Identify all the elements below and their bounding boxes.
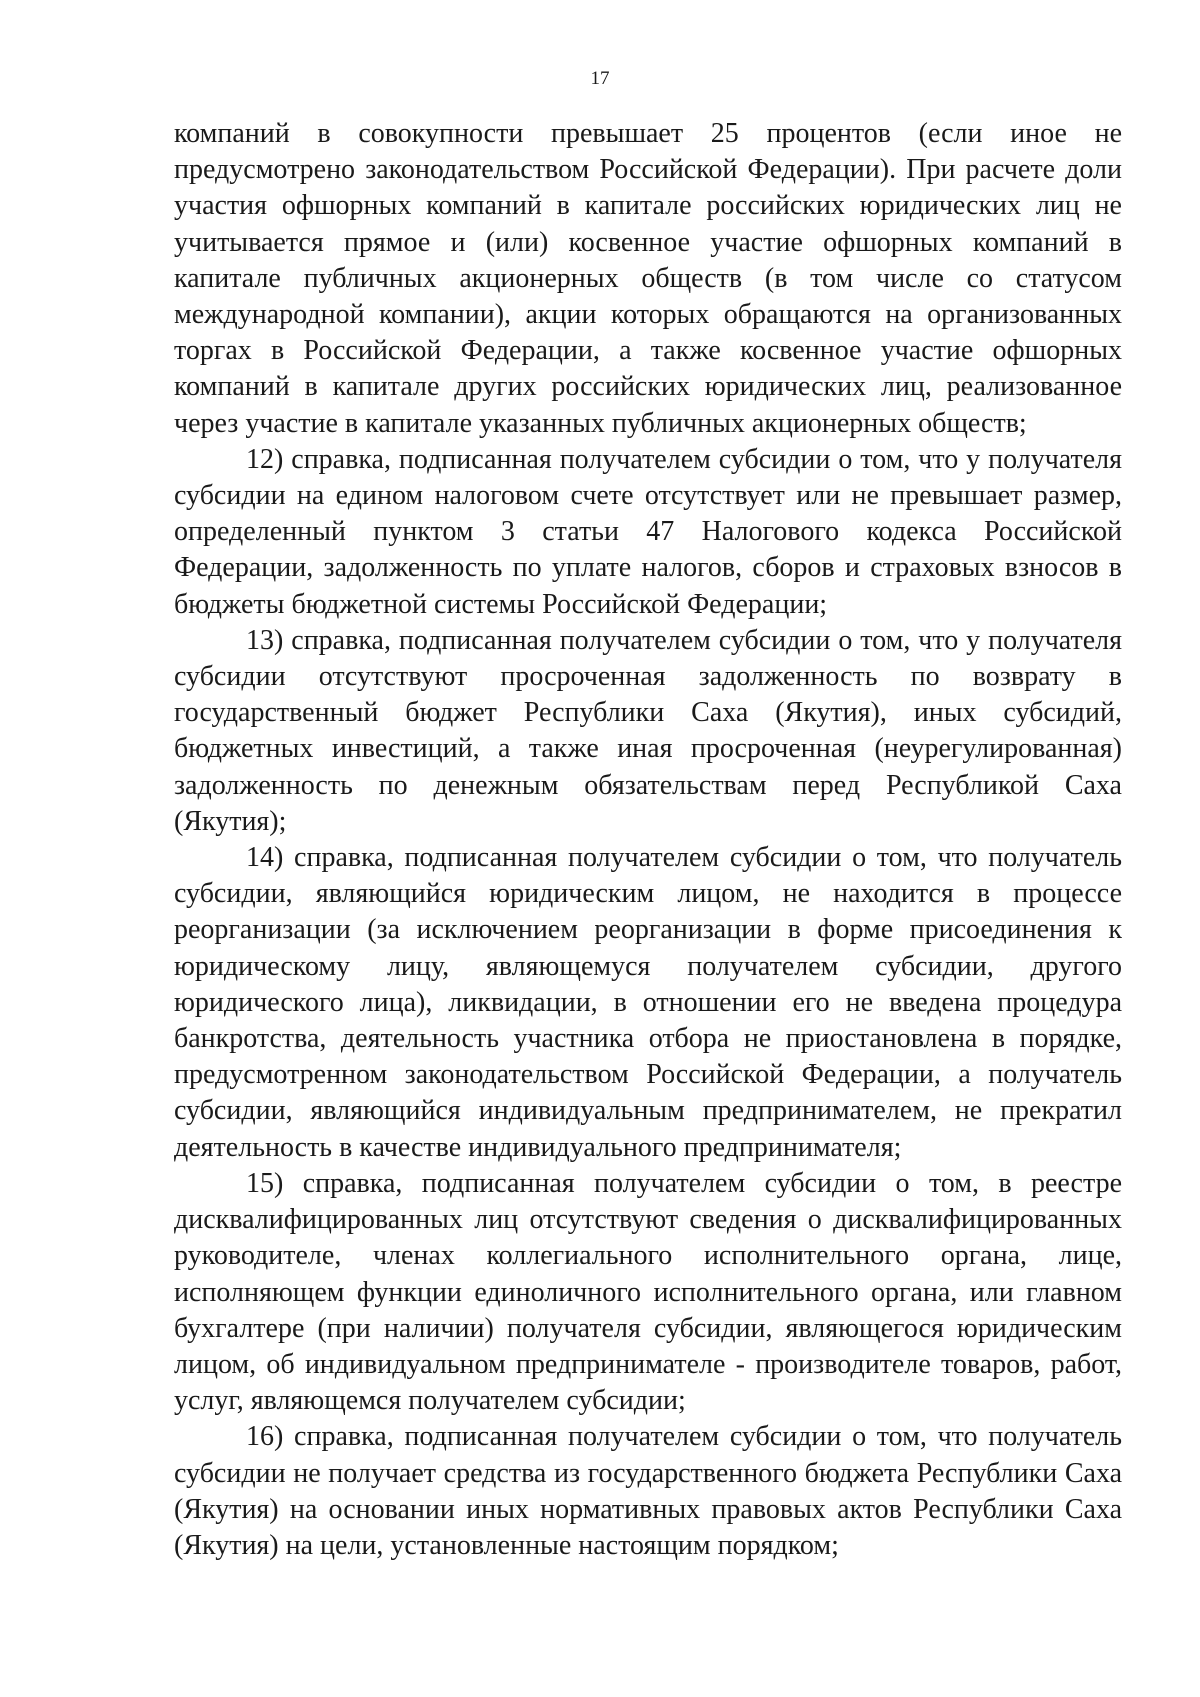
paragraph-item-13: 13) справка, подписанная получателем субсидии о том, что у получателя субсидии отсутствуют просроченная задолженность по возврату в государственный бюджет Республики Саха (Якутия), иных субсидий, бюджетных инвестиций, а также иная просроченная (неурегулированная) задолженность по денежным обязательствам перед Республикой Саха (Якутия);: [174, 624, 1122, 837]
paragraph-item-12: 12) справка, подписанная получателем субсидии о том, что у получателя субсидии на едином налоговом счете отсутствует или не превышает размер, определенный пунктом 3 статьи 47 Налогового кодекса Российской Федерации, задолженность по уплате налогов, сборов и страховых взносов в бюджеты бюджетной системы Российской Федерации;: [174, 443, 1122, 620]
page-number: 17: [590, 68, 610, 89]
document-body: [174, 116, 1122, 1564]
paragraph-item-16: 16) справка, подписанная получателем субсидии о том, что получатель субсидии не получает средства из государственного бюджета Республики Саха (Якутия) на основании иных нормативных правовых актов Республики Саха (Якутия) на цели, установленные настоящим порядком;: [174, 1421, 1122, 1561]
paragraph-item-14: 14) справка, подписанная получателем субсидии о том, что получатель субсидии, являющийся юридическим лицом, не находится в процессе реорганизации (за исключением реорганизации в форме присоединения к юридическому лицу, являющемуся получателем субсидии, другого юридического лица), ликвидации, в отношении его не введена процедура банкротства, деятельность участника отбора не приостановлена в порядке, предусмотренном законодательством Российской Федерации, а получатель субсидии, являющийся индивидуальным предпринимателем, не прекратил деятельность в качестве индивидуального предпринимателя;: [174, 842, 1122, 1163]
paragraph-continuation: компаний в совокупности превышает 25 процентов (если иное не предусмотрено законодательством Российской Федерации). При расчете доли участия офшорных компаний в капитале российских юридических лиц не учитывается прямое и (или) косвенное участие офшорных компаний в капитале публичных акционерных обществ (в том числе со статусом международной компании), акции которых обращаются на организованных торгах в Российской Федерации, а также косвенное участие офшорных компаний в капитале других российских юридических лиц, реализованное через участие в капитале указанных публичных акционерных обществ;: [174, 118, 1122, 439]
paragraph-item-15: 15) справка, подписанная получателем субсидии о том, в реестре дисквалифицированных лиц отсутствуют сведения о дисквалифицированных руководителе, членах коллегиального исполнительного органа, лице, исполняющем функции единоличного исполнительного органа, или главном бухгалтере (при наличии) получателя субсидии, являющегося юридическим лицом, об индивидуальном предпринимателе - производителе товаров, работ, услуг, являющемся получателем субсидии;: [174, 1167, 1122, 1417]
